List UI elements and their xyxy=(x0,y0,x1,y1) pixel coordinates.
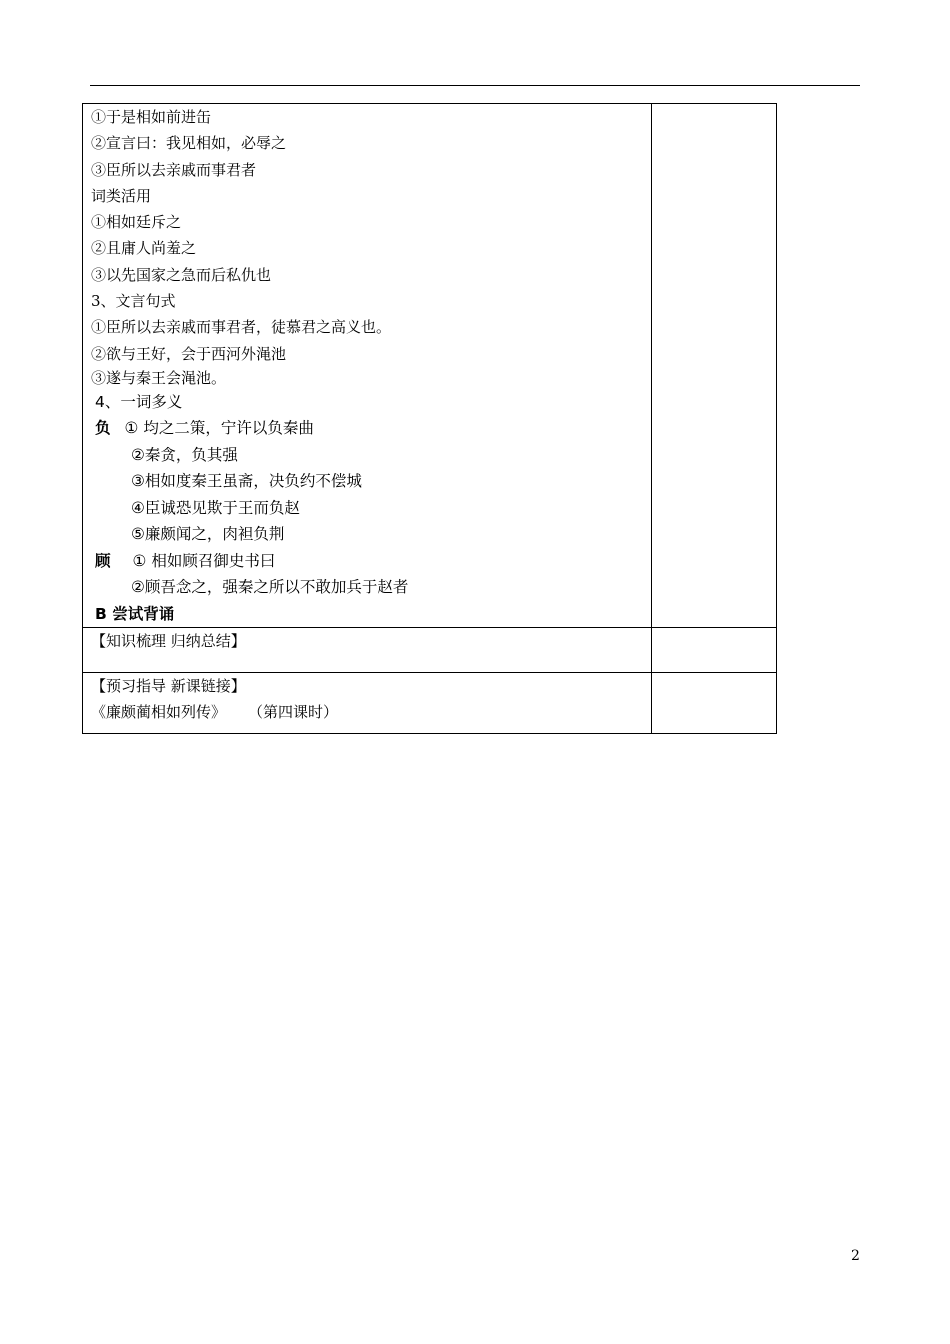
header-rule xyxy=(90,85,860,86)
subheading-word-class: 词类活用 xyxy=(91,186,152,205)
content-cell xyxy=(83,104,652,628)
page-number: 2 xyxy=(851,1248,860,1264)
text-line: ①臣所以去亲戚而事君者，徒慕君之高义也。 xyxy=(91,318,392,337)
polysemy-fu-first xyxy=(83,415,651,442)
text-line: ①相如廷斥之 xyxy=(91,213,182,232)
polysemy-char-fu: 负 xyxy=(95,419,111,438)
preview-lesson: （第四课时） xyxy=(248,703,339,722)
recite-heading: B 尝试背诵 xyxy=(95,604,175,623)
text-line: ③以先国家之急而后私仇也 xyxy=(91,265,272,284)
table-row xyxy=(83,673,777,734)
polysemy-gu-first xyxy=(83,548,651,575)
preview-book-title: 《廉颇蔺相如列传》 xyxy=(91,703,227,722)
text-line: ③遂与秦王会渑池。 xyxy=(91,368,227,387)
table-row xyxy=(83,628,777,673)
summary-title: 【知识梳理 归纳总结】 xyxy=(91,632,246,651)
notes-cell xyxy=(652,104,777,628)
preview-link xyxy=(83,699,651,725)
preview-title: 【预习指导 新课链接】 xyxy=(91,677,246,696)
text-line: ②且庸人尚羞之 xyxy=(91,239,197,258)
polysemy-item: ②顾吾念之，强秦之所以不敢加兵于赵者 xyxy=(131,578,409,597)
polysemy-item: ① 相如顾召御史书曰 xyxy=(132,551,276,570)
polysemy-item: ⑤廉颇闻之，肉袒负荆 xyxy=(131,525,285,544)
preview-cell xyxy=(83,673,652,734)
polysemy-item: ③相如度秦王虽斋，决负约不偿城 xyxy=(131,472,362,491)
summary-cell xyxy=(83,628,652,673)
worksheet-table xyxy=(82,103,777,734)
text-line: ②宣言曰：我见相如，必辱之 xyxy=(91,134,287,153)
polysemy-heading: 4、一词多义 xyxy=(95,392,183,411)
text-line: ③臣所以去亲戚而事君者 xyxy=(91,160,257,179)
subheading-sentence-patterns: 3、文言句式 xyxy=(91,292,176,311)
notes-cell xyxy=(652,628,777,673)
table-row xyxy=(83,104,777,628)
polysemy-char-gu: 顾 xyxy=(95,551,111,570)
notes-cell xyxy=(652,673,777,734)
polysemy-item: ① 均之二策，宁许以负秦曲 xyxy=(124,419,314,438)
polysemy-item: ④臣诚恐见欺于王而负赵 xyxy=(131,498,300,517)
polysemy-item: ②秦贪，负其强 xyxy=(131,445,238,464)
text-line: ②欲与王好，会于西河外渑池 xyxy=(91,344,287,363)
text-line: ①于是相如前进缶 xyxy=(91,108,212,126)
